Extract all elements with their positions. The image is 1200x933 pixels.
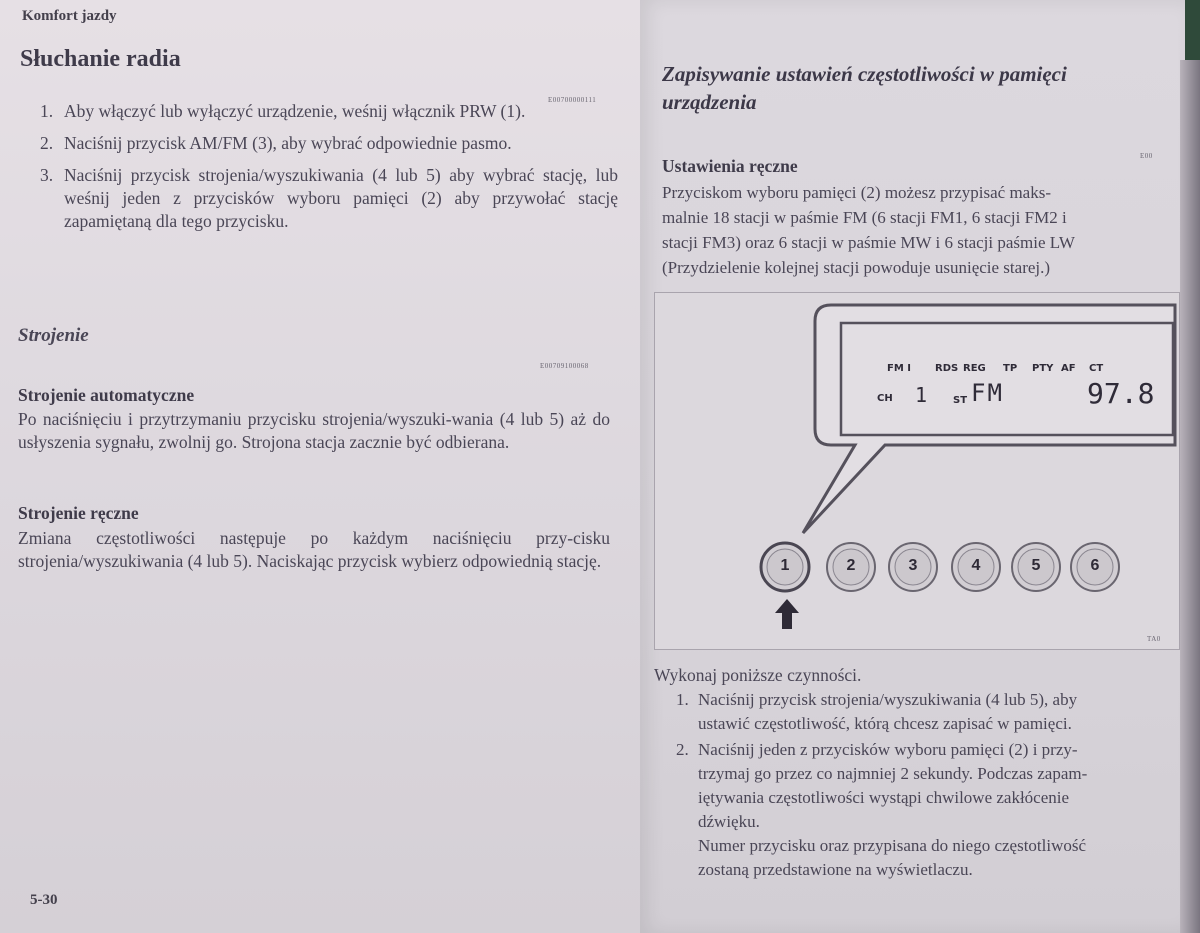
list-item [676,688,1181,736]
right-steps [676,688,1181,882]
book-edge [1180,60,1200,933]
button-label: 4 [971,557,981,574]
step-number: 3. [40,165,54,185]
callout-bubble [803,305,1175,533]
button-label: 3 [908,557,918,574]
step-line: zostaną przedstawione na wyświetlaczu. [698,860,973,879]
step-line: Naciśnij przycisk strojenia/wyszukiwania (4 lub 5), aby [698,690,1078,709]
title-line: Zapisywanie ustawień częstotliwości w pamięci [662,62,1067,86]
step-text: Naciśnij przycisk AM/FM (3), aby wybrać odpowiednie pasmo. [64,133,512,153]
page-number: 5-30 [30,892,58,908]
list-item [40,164,618,233]
intro-line: stacji FM3) oraz 6 stacji w paśmie MW i 6 stacji paśmie LW [662,233,1075,252]
button-label: 5 [1031,557,1041,574]
channel-number: 1 [915,383,928,407]
step-text: Naciśnij przycisk strojenia/wyszukiwania (4 lub 5) aby wybrać stację, lub weśnij jeden z przycisków wyboru pamięci (2) aby przywołać stację zapamiętaną dla tego przycisku. [64,165,618,231]
auto-tuning-text: Po naciśnięciu i przytrzymaniu przycisku strojenia/wyszuki-wania (4 lub 5) aż do usłyszenia sygnału, zwolnij go. Strojona stacja zacznie być odbierana. [18,409,610,452]
memory-buttons [761,543,1119,591]
step-number: 1. [676,690,689,709]
button-label: 6 [1090,557,1100,574]
list-item [40,132,618,155]
step-line: ustawić częstotliwość, którą chcesz zapisać w pamięci. [698,714,1072,733]
step-line: Numer przycisku oraz przypisana do niego częstotliwość [698,836,1087,855]
af-indicator: AF [1061,363,1076,374]
pty-indicator: PTY [1032,363,1054,374]
step-number: 1. [40,101,54,121]
rds-indicator: RDS [935,363,959,374]
ct-indicator: CT [1089,363,1104,374]
title-line: urządzenia [662,90,757,114]
section-title: Słuchanie radia [20,46,181,72]
after-figure-text: Wykonaj poniższe czynności. [654,665,862,685]
step-number: 2. [40,133,54,153]
right-code: E00 [1140,152,1153,160]
manual-tuning-title: Strojenie ręczne [18,503,139,523]
manual-settings-title: Ustawienia ręczne [662,156,798,176]
radio-illustration [655,293,1179,649]
button-label: 1 [780,557,790,574]
step-line: trzymaj go przez co najmniej 2 sekundy. Podczas zapam- [698,764,1088,783]
reg-indicator: REG [963,363,986,374]
auto-tuning-title: Strojenie automatyczne [18,385,195,405]
figure-code: TA0 [1147,635,1161,643]
manual-tuning-text: Zmiana częstotliwości następuje po każdym naciśnięciu przy-cisku strojenia/wyszukiwania (4 lub 5). Naciskając przycisk wybierz odpowiednią stację. [18,528,610,571]
list-item [676,738,1181,882]
step-number: 2. [676,740,689,759]
subsection-code: E00709100068 [540,362,589,370]
frequency-display: 97.8 [1087,377,1155,410]
right-section-title [662,60,1132,116]
radio-figure [654,292,1180,650]
subsection-title: Strojenie [18,325,89,346]
intro-line: Przyciskom wyboru pamięci (2) możesz przypisać maks- [662,183,1051,202]
tp-indicator: TP [1003,363,1018,374]
ch-label: CH [877,393,893,404]
intro-line: malnie 18 stacji w paśmie FM (6 stacji FM1, 6 stacji FM2 i [662,208,1067,227]
step-text: Aby włączyć lub wyłączyć urządzenie, weśnij włącznik PRW (1). [64,101,526,121]
band-display: FM [971,379,1004,407]
steps-list [40,100,618,233]
up-arrow-icon [775,599,799,629]
step-line: iętywania częstotliwości wystąpi chwilowe zakłócenie [698,788,1070,807]
st-label: ST [953,395,968,406]
running-header: Komfort jazdy [22,8,117,24]
step-line: Naciśnij jeden z przycisków wyboru pamięci (2) i przy- [698,740,1078,759]
fm1-indicator: FM I [887,363,911,374]
step-line: dźwięku. [698,812,760,831]
section-code: E00700000111 [548,96,597,104]
button-label: 2 [846,557,856,574]
intro-line: (Przydzielenie kolejnej stacji powoduje usunięcie starej.) [662,258,1051,277]
intro-paragraph [662,180,1182,280]
list-item [40,100,618,123]
